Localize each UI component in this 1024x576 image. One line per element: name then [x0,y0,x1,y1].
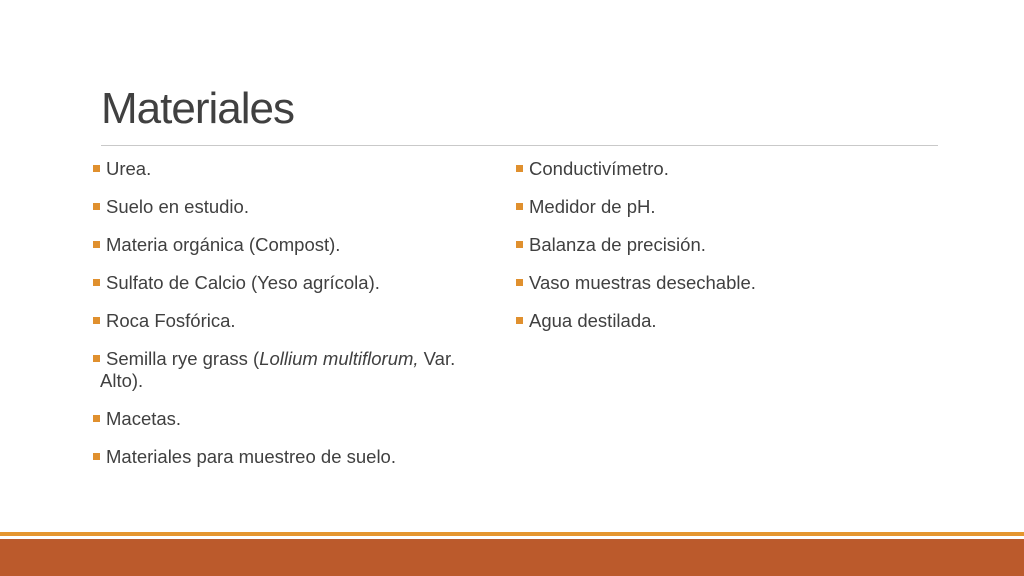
square-bullet-icon [93,453,100,460]
list-item [93,272,493,294]
square-bullet-icon [516,279,523,286]
right-bullet-list [516,158,936,348]
square-bullet-icon [93,279,100,286]
list-item-text: Materia orgánica (Compost). [106,234,341,255]
slide-title: Materiales [101,84,294,133]
list-item [93,446,493,468]
square-bullet-icon [93,203,100,210]
seed-prefix: Semilla rye grass ( [106,348,260,369]
list-item-text: Medidor de pH. [529,196,656,217]
list-item [516,272,936,294]
seed-suffix: Var. [418,348,456,369]
list-item [93,408,493,430]
list-item-seed [93,348,493,392]
list-item [516,158,936,180]
list-item [93,158,493,180]
list-item-text: Macetas. [106,408,182,429]
list-item-text: Roca Fosfórica. [106,310,236,331]
list-item-text: Agua destilada. [529,310,657,331]
list-item [93,234,493,256]
list-item-text: Vaso muestras desechable. [529,272,756,293]
square-bullet-icon [93,317,100,324]
square-bullet-icon [516,165,523,172]
seed-suffix-line2: Alto). [100,370,144,391]
square-bullet-icon [516,203,523,210]
list-item [93,310,493,332]
title-underline [101,145,938,146]
footer-bar [0,539,1024,576]
list-item [516,196,936,218]
square-bullet-icon [93,355,100,362]
list-item-text: Conductivímetro. [529,158,669,179]
square-bullet-icon [93,415,100,422]
list-item [93,196,493,218]
square-bullet-icon [516,317,523,324]
list-item-text: Suelo en estudio. [106,196,249,217]
list-item-text: Sulfato de Calcio (Yeso agrícola). [106,272,380,293]
list-item-text: Materiales para muestreo de suelo. [106,446,396,467]
square-bullet-icon [93,165,100,172]
seed-species: Lollium multiflorum, [259,348,419,369]
square-bullet-icon [516,241,523,248]
list-item [516,310,936,332]
list-item-text: Urea. [106,158,152,179]
left-bullet-list [93,158,493,484]
list-item [516,234,936,256]
list-item-text: Balanza de precisión. [529,234,706,255]
square-bullet-icon [93,241,100,248]
